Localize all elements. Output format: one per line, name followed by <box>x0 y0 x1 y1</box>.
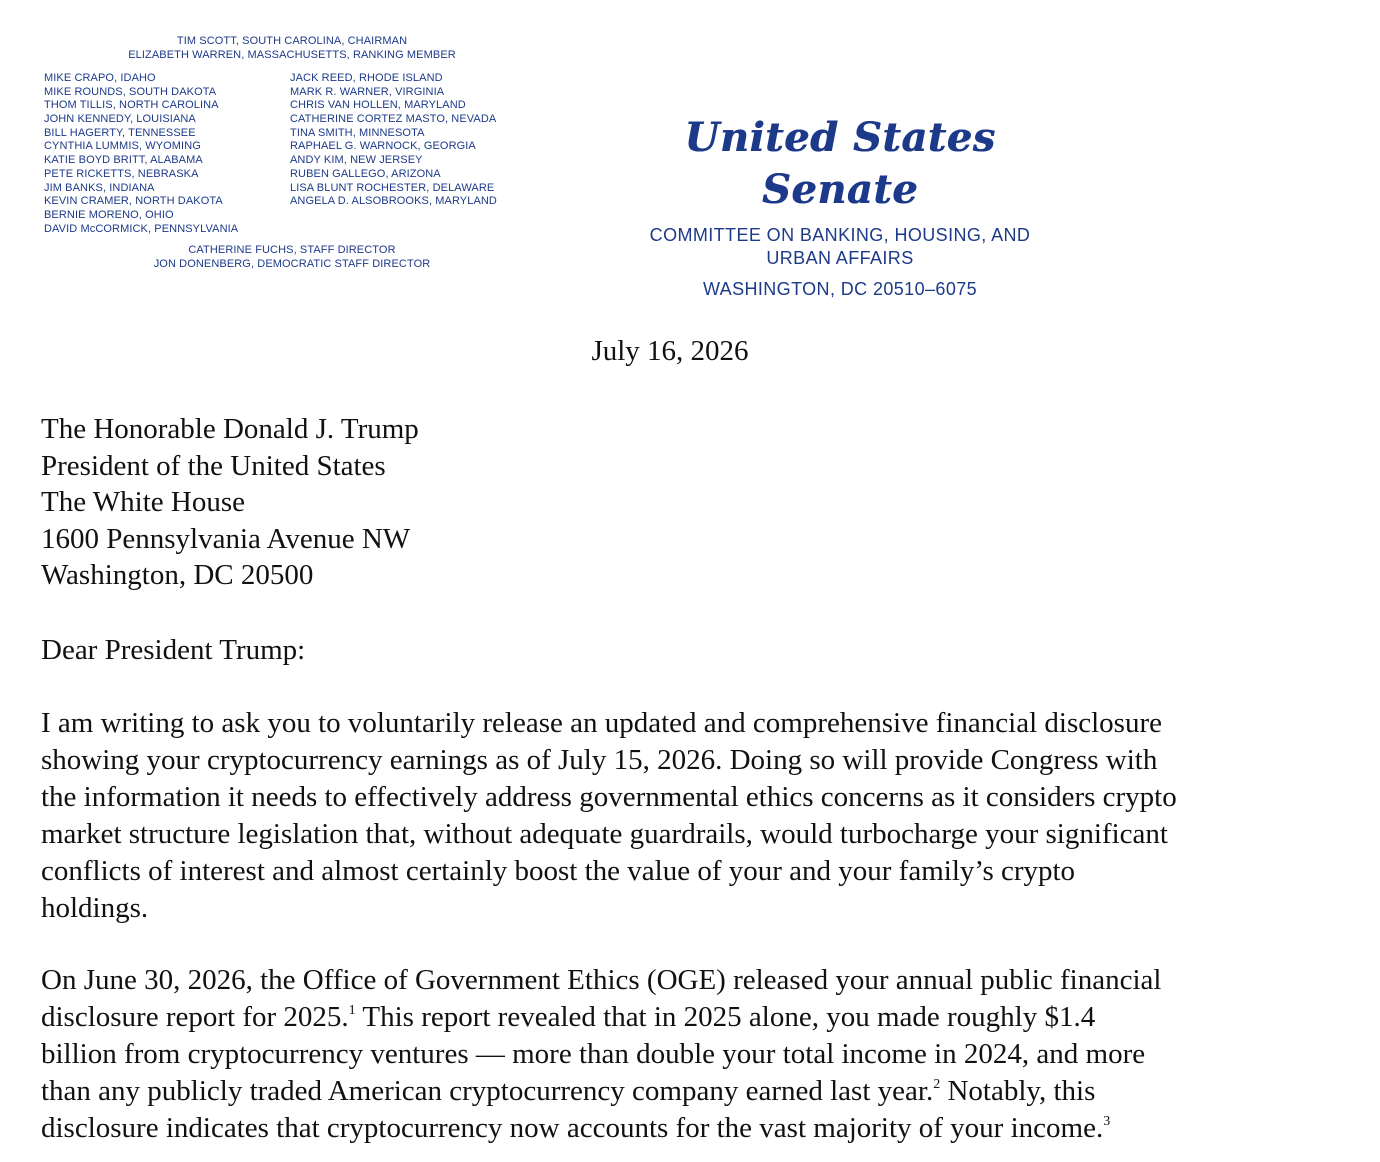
recipient-address <box>41 411 419 594</box>
salutation: Dear President Trump: <box>41 634 306 666</box>
paragraph-text: Notably, this <box>940 1075 1096 1107</box>
committee-member: THOM TILLIS, NORTH CAROLINA <box>44 99 219 112</box>
committee-member: ANDY KIM, NEW JERSEY <box>290 154 423 167</box>
committee-line-1: COMMITTEE ON BANKING, HOUSING, AND <box>649 225 1031 245</box>
committee-member: BILL HAGERTY, TENNESSEE <box>44 126 196 139</box>
footnote-marker-3[interactable]: 3 <box>1103 1114 1111 1129</box>
recipient-line: Washington, DC 20500 <box>41 559 314 592</box>
footnote-marker-1[interactable]: 1 <box>348 1003 356 1018</box>
paragraph-line: I am writing to ask you to voluntarily release an updated and comprehensive financial disclosure <box>41 707 1162 739</box>
staff-directors <box>92 244 492 271</box>
letter-date: July 16, 2026 <box>591 335 749 367</box>
paragraph-text: than any publicly traded American cryptocurrency company earned last year. <box>41 1075 934 1107</box>
committee-address: WASHINGTON, DC 20510–6075 <box>702 279 978 299</box>
committee-member: ANGELA D. ALSOBROOKS, MARYLAND <box>290 195 497 208</box>
paragraph-line <box>41 999 1341 1036</box>
committee-member: KATIE BOYD BRITT, ALABAMA <box>44 154 203 167</box>
committee-member: MARK R. WARNER, VIRGINIA <box>290 85 445 98</box>
committee-member: CHRIS VAN HOLLEN, MARYLAND <box>290 99 466 112</box>
committee-member: JIM BANKS, INDIANA <box>44 181 155 194</box>
footnote-marker-2[interactable]: 2 <box>933 1077 941 1092</box>
paragraph-text: disclosure indicates that cryptocurrency now accounts for the vast majority of your income. <box>41 1112 1104 1144</box>
chairman-line: TIM SCOTT, SOUTH CAROLINA, CHAIRMAN <box>176 35 408 47</box>
committee-line-2: URBAN AFFAIRS <box>766 248 914 268</box>
committee-member: TINA SMITH, MINNESOTA <box>290 126 425 139</box>
paragraph-line: holdings. <box>41 892 149 924</box>
paragraph-line: billion from cryptocurrency ventures — more than double your total income in 2024, and more <box>41 1038 1146 1070</box>
committee-member: KEVIN CRAMER, NORTH DAKOTA <box>44 195 223 208</box>
committee-member: DAVID McCORMICK, PENNSYLVANIA <box>44 222 239 235</box>
body-paragraph-1 <box>41 705 1341 927</box>
paragraph-line: market structure legislation that, without adequate guardrails, would turbocharge your significant <box>41 818 1168 850</box>
committee-name <box>620 224 1060 270</box>
paragraph-text: disclosure report for 2025. <box>41 1001 349 1033</box>
body-paragraph-2 <box>41 962 1341 1147</box>
committee-member: MIKE ROUNDS, SOUTH DAKOTA <box>44 85 217 98</box>
members-list-right <box>290 72 497 209</box>
committee-member: BERNIE MORENO, OHIO <box>44 208 174 221</box>
recipient-line: President of the United States <box>41 449 386 482</box>
committee-member: CATHERINE CORTEZ MASTO, NEVADA <box>290 113 497 126</box>
committee-member: PETE RICKETTS, NEBRASKA <box>44 167 199 180</box>
staff-director-line: CATHERINE FUCHS, STAFF DIRECTOR <box>188 244 396 256</box>
paragraph-line <box>41 1110 1341 1147</box>
paragraph-line: conflicts of interest and almost certainly boost the value of your and your family’s crypto <box>41 855 1076 887</box>
committee-member: JOHN KENNEDY, LOUISIANA <box>44 113 196 126</box>
members-list-left <box>44 72 238 236</box>
senate-title: United States Senate <box>684 114 996 213</box>
paragraph-line <box>41 1073 1341 1110</box>
ranking-member-line: ELIZABETH WARREN, MASSACHUSETTS, RANKING MEMBER <box>128 48 456 61</box>
democratic-staff-director-line: JON DONENBERG, DEMOCRATIC STAFF DIRECTOR <box>153 257 431 270</box>
paragraph-line: showing your cryptocurrency earnings as of July 15, 2026. Doing so will provide Congress with <box>41 744 1158 776</box>
committee-member: RAPHAEL G. WARNOCK, GEORGIA <box>290 140 476 153</box>
recipient-line: 1600 Pennsylvania Avenue NW <box>41 522 411 555</box>
committee-member: JACK REED, RHODE ISLAND <box>290 72 443 84</box>
paragraph-text: This report revealed that in 2025 alone, you made roughly $1.4 <box>355 1001 1096 1033</box>
committee-member: CYNTHIA LUMMIS, WYOMING <box>44 140 201 153</box>
paragraph-line: the information it needs to effectively address governmental ethics concerns as it considers crypto <box>41 781 1177 813</box>
committee-member: RUBEN GALLEGO, ARIZONA <box>290 167 441 180</box>
recipient-line: The White House <box>41 486 246 519</box>
paragraph-line: On June 30, 2026, the Office of Government Ethics (OGE) released your annual public financial <box>41 964 1162 996</box>
committee-member: MIKE CRAPO, IDAHO <box>44 72 156 84</box>
letterhead <box>0 0 1380 299</box>
committee-leadership <box>92 35 492 62</box>
committee-member: LISA BLUNT ROCHESTER, DELAWARE <box>290 181 495 194</box>
recipient-line: The Honorable Donald J. Trump <box>41 413 419 445</box>
senate-masthead <box>620 112 1060 301</box>
